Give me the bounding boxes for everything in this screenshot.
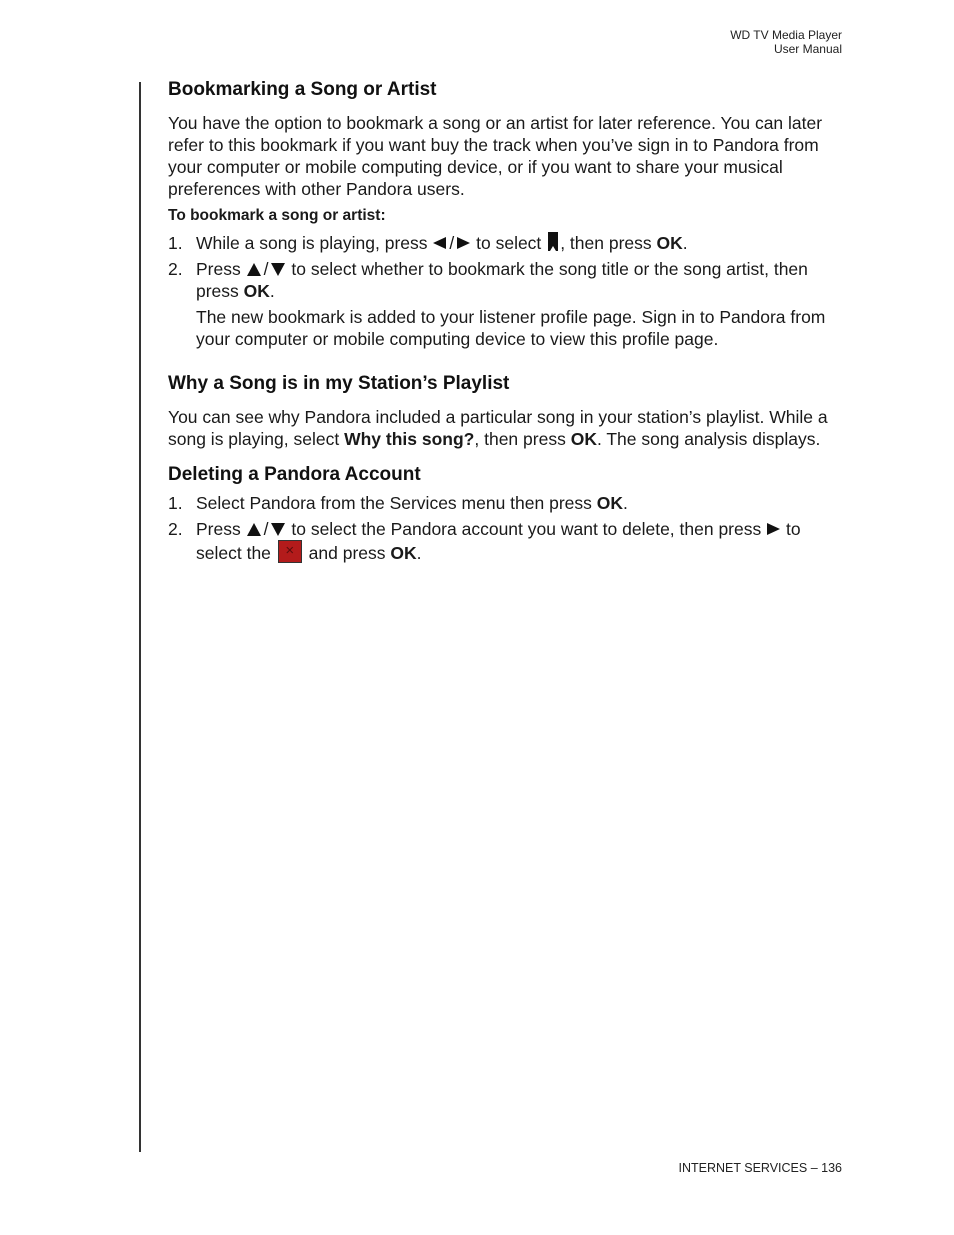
ok-key: OK [243,281,270,301]
footer-separator: – [807,1161,822,1175]
why-song-body [168,406,844,450]
step-text: to select [476,233,542,253]
section-heading-why-song: Why a Song is in my Station’s Playlist [168,373,510,394]
ok-key: OK [390,543,417,563]
bookmarking-steps [168,232,844,302]
page-number: 136 [821,1161,842,1175]
step-text: Press [196,519,241,539]
delete-step-2: 2. Press / to select the Pandora account you want to delete, then press to select the × and press OK. [168,518,844,564]
step-text: to select whether to bookmark the song title or the song artist, then press [196,259,808,301]
left-arrow-icon [433,237,446,249]
bookmark-icon [548,232,558,251]
bookmarking-subheading: To bookmark a song or artist: [168,207,386,224]
ok-key: OK [656,233,683,253]
footer-section: INTERNET SERVICES [678,1161,808,1175]
step-end: . [682,233,688,253]
ok-key: OK [570,429,597,449]
why-song-text: . The song analysis displays. [596,429,821,449]
down-arrow-icon [271,263,285,276]
step-end: . [269,281,275,301]
why-this-song-label: Why this song? [344,429,475,449]
step-text: While a song is playing, press [196,233,428,253]
bookmarking-note: The new bookmark is added to your listener profile page. Sign in to Pandora from your computer or mobile computing device to view this profile page. [196,307,826,349]
step-end: . [416,543,422,563]
step-text: and press [308,543,386,563]
delete-step-1 [168,492,844,514]
delete-icon [278,540,302,563]
up-arrow-icon [247,523,261,536]
up-arrow-icon [247,263,261,276]
step-text: Select Pandora from the Services menu then press [196,493,592,513]
why-song-text: You can see why Pandora included a particular song in your station’s playlist. While a song is playing, select [168,407,828,449]
step-text: , then press [560,233,652,253]
step-number: 2. [168,519,183,539]
step-text: Press [196,259,241,279]
step-number: 2. [168,259,183,279]
step-text: to select the Pandora account you want to delete, then press [291,519,762,539]
header-doc-type: User Manual [773,42,842,56]
bookmark-step-1: 1. While a song is playing, press / to select , then press OK. [168,233,688,253]
step-number: 1. [168,233,183,253]
deleting-steps [168,492,844,564]
right-arrow-icon [767,523,780,535]
section-heading-deleting: Deleting a Pandora Account [168,464,421,485]
page-header [730,28,842,56]
left-margin-rule [139,82,141,1152]
step-text: to select the [196,519,801,563]
section-heading-bookmarking: Bookmarking a Song or Artist [168,79,437,100]
why-song-text: , then press [474,429,566,449]
right-arrow-icon [457,237,470,249]
page-content [168,78,844,564]
step-end: . [623,493,628,513]
down-arrow-icon [271,523,285,536]
ok-key: OK [596,493,624,513]
bookmark-step-2: 2. Press / to select whether to bookmark the song title or the song artist, then press OK. [168,259,808,301]
header-product: WD TV Media Player [730,28,842,42]
step-number: 1. [168,493,183,513]
page-footer [678,1161,842,1175]
bookmarking-intro: You have the option to bookmark a song or an artist for later reference. You can later refer to this bookmark if you want buy the track when you’ve sign in to Pandora from your computer or mobile computing device, or if you want to share your musical preferences with other Pandora users. [168,113,823,199]
